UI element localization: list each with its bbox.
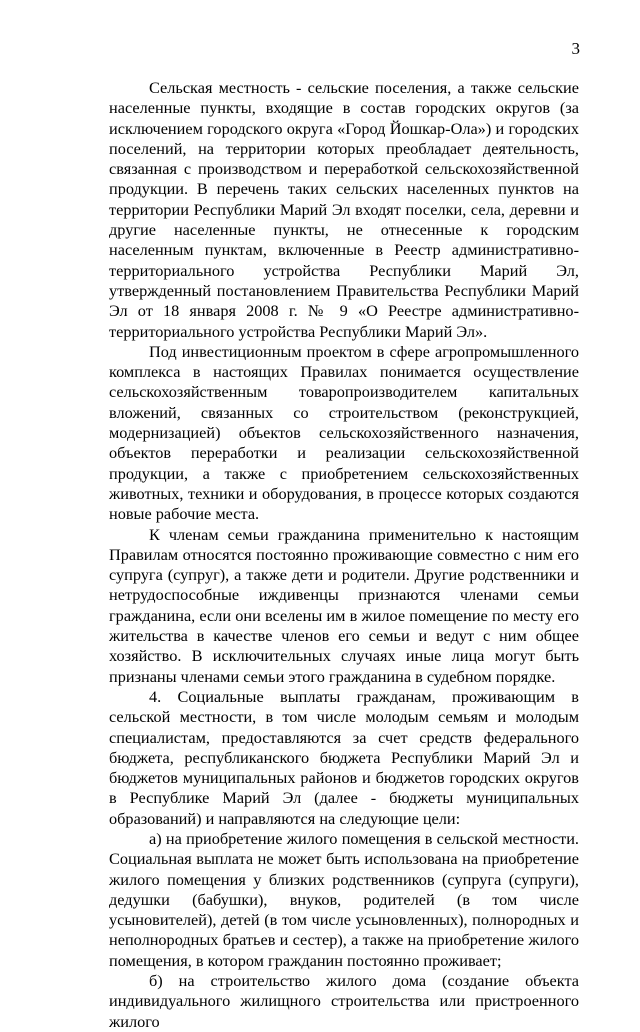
page-number: 3 <box>571 39 580 58</box>
paragraph-family-members-definition: К членам семьи гражданина применительно к настоящим Правилам относятся постоянно проживающие совместно с ним его супруга (супруг), а также дети и родители. Другие родственники и нетрудоспособные иждивенцы признаются членами семьи гражданина, если они вселены им в жилое помещение по месту его жительства в качестве членов его семьи и ведут с ним общее хозяйство. В исключительных случаях иные лица могут быть признаны членами семьи этого гражданина в судебном порядке. <box>109 524 579 686</box>
paragraph-item-a-purchase: а) на приобретение жилого помещения в сельской местности. Социальная выплата не может быть использована на приобретение жилого помещения у близких родственников (супруга (супруги), дедушки (бабушки), внуков, родителей (в том числе усыновителей), детей (в том числе усыновленных), полнородных и неполнородных братьев и сестер), а также на приобретение жилого помещения, в котором гражданин постоянно проживает; <box>109 828 579 970</box>
body-text <box>109 78 579 1032</box>
paragraph-section-4-social-payments: 4. Социальные выплаты гражданам, проживающим в сельской местности, в том числе молодым семьям и молодым специалистам, предоставляются за счет средств федерального бюджета, республиканского бюджета Республики Марий Эл и бюджетов муниципальных районов и бюджетов городских округов в Республике Марий Эл (далее - бюджеты муниципальных образований) и направляются на следующие цели: <box>109 686 579 828</box>
paragraph-rural-area-definition: Сельская местность - сельские поселения, а также сельские населенные пункты, входящие в состав городских округов (за исключением городского округа «Город Йошкар-Ола») и городских поселений, на территории которых преобладает деятельность, связанная с производством и переработкой сельскохозяйственной продукции. В перечень таких сельских населенных пунктов на территории Республики Марий Эл входят поселки, села, деревни и другие населенные пункты, не отнесенные к городским населенным пунктам, включенные в Реестр административно-территориального устройства Республики Марий Эл, утвержденный постановлением Правительства Республики Марий Эл от 18 января 2008 г. № 9 «О Реестре административно-территориального устройства Республики Марий Эл». <box>109 78 579 341</box>
paragraph-investment-project-definition: Под инвестиционным проектом в сфере агропромышленного комплекса в настоящих Правилах понимается осуществление сельскохозяйственным товаропроизводителем капитальных вложений, связанных со строительством (реконструкцией, модернизацией) объектов сельскохозяйственного назначения, объектов переработки и реализации сельскохозяйственной продукции, а также с приобретением сельскохозяйственных животных, техники и оборудования, в процессе которых создаются новые рабочие места. <box>109 341 579 524</box>
paragraph-item-b-construction: б) на строительство жилого дома (создание объекта индивидуального жилищного строительства или пристроенного жилого <box>109 971 579 1031</box>
